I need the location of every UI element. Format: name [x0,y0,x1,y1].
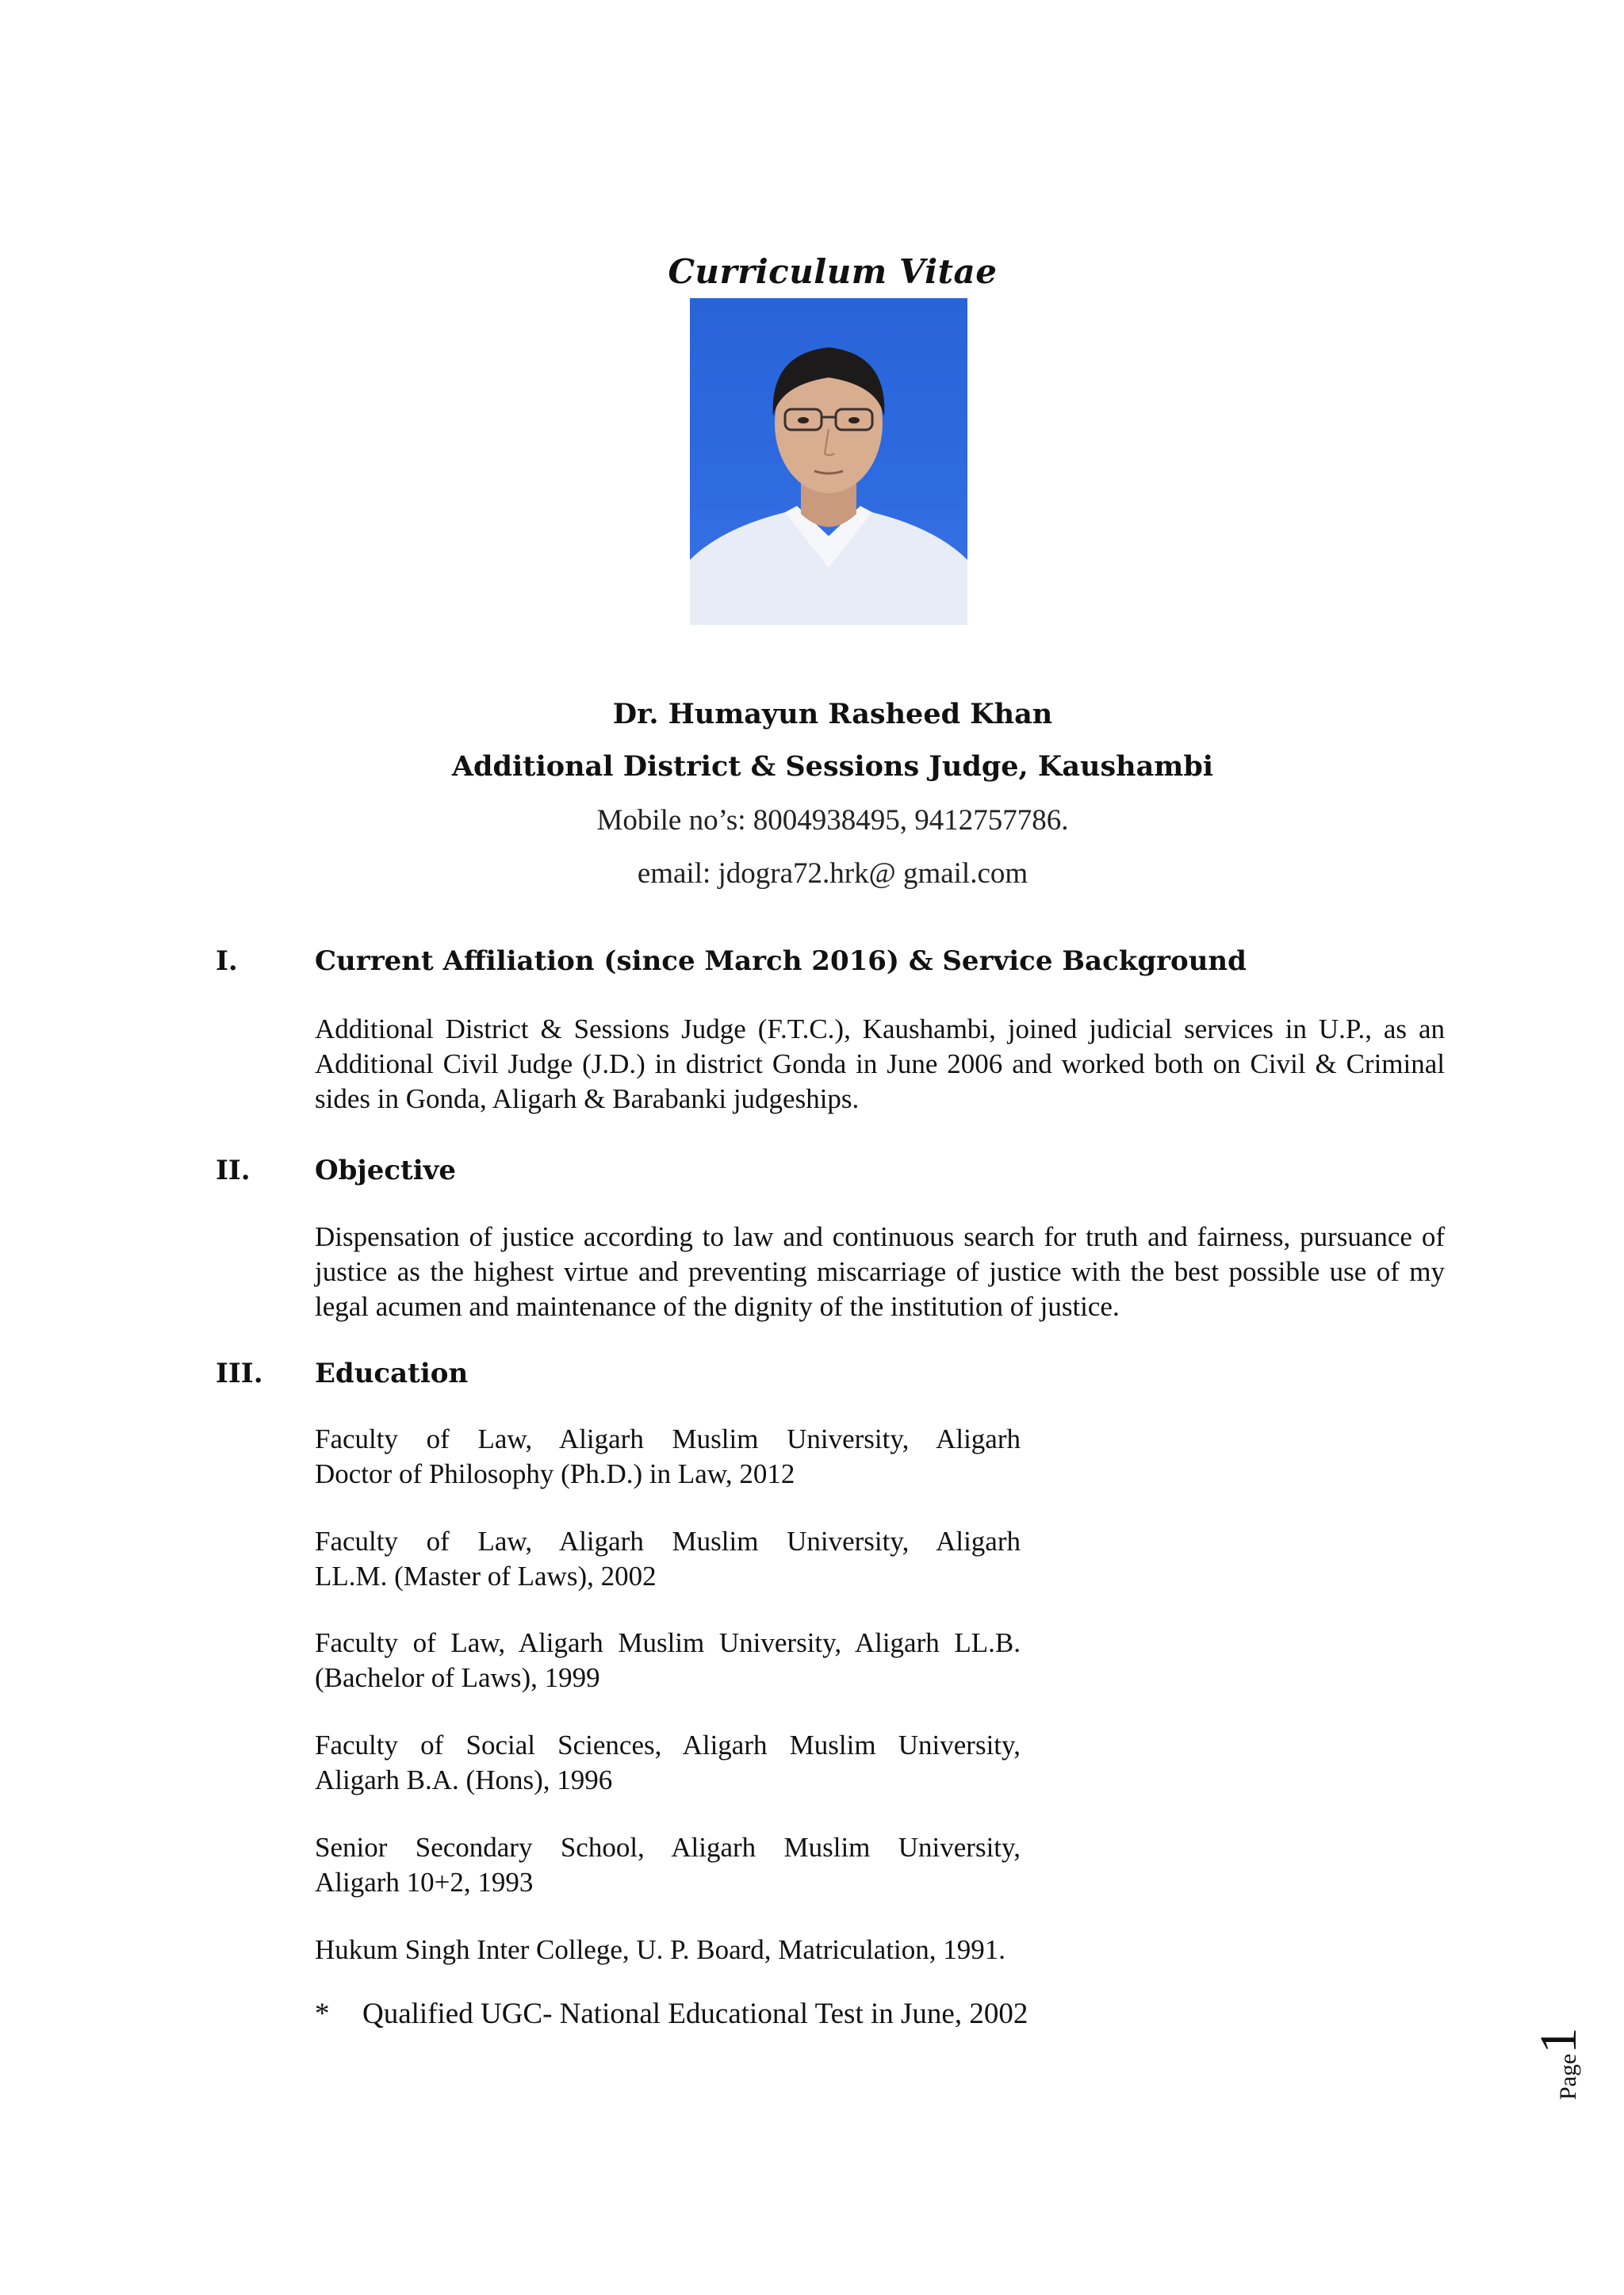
section-title: Objective [315,1155,457,1186]
person-name: Dr. Humayun Rasheed Khan [612,698,1053,730]
affiliation-paragraph: Additional District & Sessions Judge (F.T.C.), Kaushambi, joined judicial services in U.P., as an Additional Civil Judge (J.D.) in district Gonda in June 2006 and worked both on Civil & Criminal sides in Gonda, Aligarh & Barabanki judgeships. [315,1013,1445,1114]
section-number: III. [216,1358,263,1389]
education-degree: Doctor of Philosophy (Ph.D.) in Law, 2012 [315,1458,795,1489]
page-number: 1 [1530,2027,1588,2054]
email-address: email: jdogra72.hrk@ gmail.com [637,857,1028,890]
person-designation: Additional District & Sessions Judge, Kaushambi [451,750,1214,783]
education-institution: Faculty of Law, Aligarh Muslim University, Aligarh [315,1526,1021,1557]
document-title: Curriculum Vitae [668,252,998,291]
section-number: II. [216,1155,251,1186]
education-degree: LL.M. (Master of Laws), 2002 [315,1561,657,1592]
note-marker: * [315,1998,330,2030]
education-note [315,1997,1028,2031]
education-institution: Faculty of Social Sciences, Aligarh Muslim University, [315,1730,1021,1761]
education-item [315,1422,1021,1492]
education-institution: Hukum Singh Inter College, U. P. Board, Matriculation, 1991. [315,1934,1006,1965]
page-number-label [1507,1998,1586,2102]
profile-photo [690,298,967,625]
section-title: Education [315,1358,469,1389]
education-item [315,1933,1187,1967]
education-institution: Faculty of Law, Aligarh Muslim University, Aligarh [315,1423,1021,1454]
objective-paragraph: Dispensation of justice according to law and continuous search for truth and fairness, pursuance of justice as the highest virtue and preventing miscarriage of justice with the best possible use of my legal acumen and maintenance of the dignity of the institution of justice. [315,1221,1445,1322]
education-item [315,1626,1021,1695]
note-text: Qualified UGC- National Educational Test in June, 2002 [362,1998,1028,2030]
education-institution: Faculty of Law, Aligarh Muslim University, Aligarh LL.B. [315,1627,1021,1658]
education-degree: (Bachelor of Laws), 1999 [315,1662,600,1693]
education-item [315,1830,1021,1900]
education-item [315,1728,1021,1798]
section-number: I. [216,945,238,977]
education-degree: Aligarh 10+2, 1993 [315,1867,534,1898]
education-item [315,1524,1021,1594]
education-institution: Senior Secondary School, Aligarh Muslim University, [315,1832,1021,1863]
education-degree: Aligarh B.A. (Hons), 1996 [315,1764,613,1795]
page-word: Page [1555,2053,1581,2100]
mobile-numbers: Mobile no’s: 8004938495, 9412757786. [596,804,1069,837]
section-title: Current Affiliation (since March 2016) & Service Background [315,945,1247,977]
